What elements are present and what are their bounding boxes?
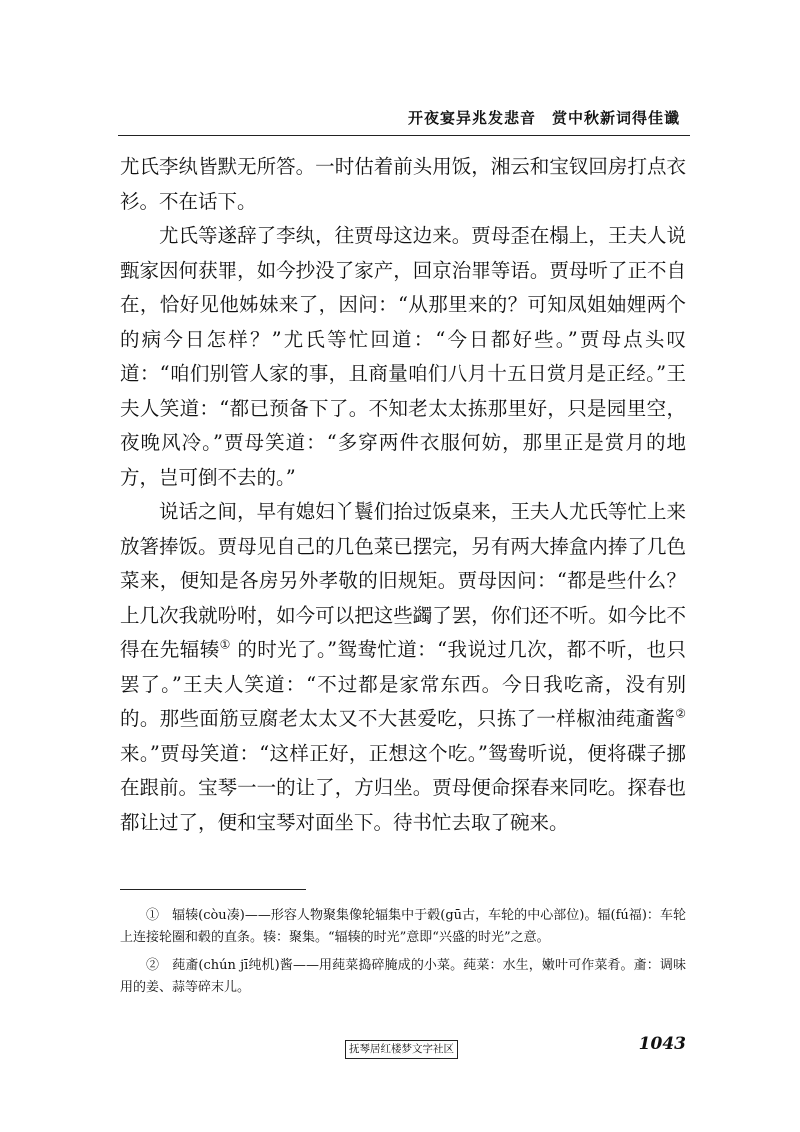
page-number: 1043 bbox=[638, 1034, 686, 1054]
paragraph-2: 尤氏等遂辞了李纨，往贾母这边来。贾母歪在榻上，王夫人说甄家因何获罪，如今抄没了家产，回京治罪等语。贾母听了正不自在，恰好见他姊妹来了，因问：“从那里来的？可知凤姐妯娌两个的病今日怎样？”尤氏等忙回道：“今日都好些。”贾母点头叹道：“咱们别管人家的事，且商量咱们八月十五日赏月是正经。”王夫人笑道：“都已预备下了。不知老太太拣那里好，只是园里空，夜晚风冷。”贾母笑道：“多穿两件衣服何妨，那里正是赏月的地方，岂可倒不去的。” bbox=[120, 224, 686, 489]
footnote-ref-2: ② bbox=[675, 706, 686, 721]
source-stamp: 抚琴居红楼梦文字社区 bbox=[345, 1040, 458, 1059]
footnote-ref-1: ① bbox=[219, 637, 231, 652]
paragraph-3-part-1: 说话之间，早有媳妇丫鬟们抬过饭桌来，王夫人尤氏等忙上来放箸捧饭。贾母见自己的几色菜已摆完，另有两大捧盒内捧了几色菜来，便知是各房另外孝敬的旧规矩。贾母因问：“都是些什么？上几次我就吩咐，如今可以把这些蠲了罢，你们还不听。如今比不得在先辐辏 bbox=[120, 500, 686, 661]
footnote-rule bbox=[120, 889, 306, 890]
running-header: 开夜宴异兆发悲音 赏中秋新词得佳谶 bbox=[407, 109, 680, 127]
footnote-1: ① 辐辏(còu凑)——形容人物聚集像轮辐集中于毂(gū古，车轮的中心部位)。辐(fú福)：车轮上连接轮圈和毂的直条。辏：聚集。“辐辏的时光”意即“兴盛的时光”之意。 bbox=[120, 908, 686, 945]
header-rule bbox=[118, 135, 690, 136]
footnote-2: ② 莼齑(chún jī纯机)酱——用莼菜捣碎腌成的小菜。莼菜：水生，嫩叶可作菜肴。齑：调味用的姜、蒜等碎末儿。 bbox=[120, 958, 686, 995]
footnotes bbox=[120, 905, 686, 1005]
paragraph-3-part-2: 的时光了。”鸳鸯忙道：“我说过几次，都不听，也只罢了。”王夫人笑道：“不过都是家常东西。今日我吃斋，没有别的。那些面筋豆腐老太太又不大甚爱吃，只拣了一样椒油莼齑酱 bbox=[120, 638, 686, 730]
paragraph-3-part-3: 来。”贾母笑道：“这样正好，正想这个吃。”鸳鸯听说，便将碟子挪在跟前。宝琴一一的让了，方归坐。贾母便命探春来同吃。探春也都让过了，便和宝琴对面坐下。待书忙去取了碗来。 bbox=[120, 741, 686, 834]
paragraph-1: 尤氏李纨皆默无所答。一时估着前头用饭，湘云和宝钗回房打点衣衫。不在话下。 bbox=[120, 155, 686, 213]
main-text bbox=[120, 150, 686, 840]
paragraph-3 bbox=[120, 495, 686, 840]
